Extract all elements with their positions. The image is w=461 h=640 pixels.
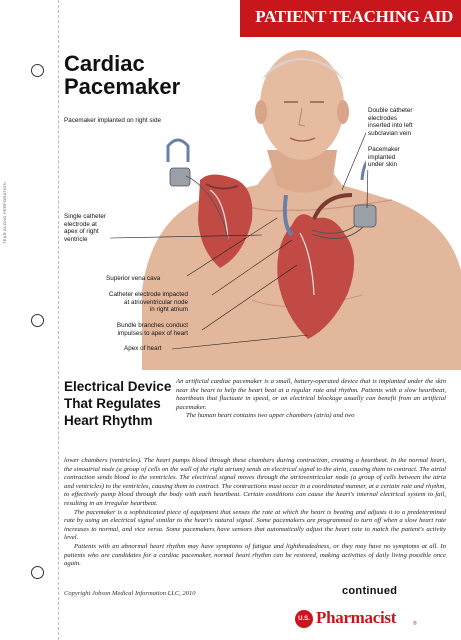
trademark: ® (413, 621, 417, 627)
label-line: Pacemaker (368, 146, 400, 153)
heading-line-1: Electrical Device (64, 379, 172, 394)
label-line: inserted into left (368, 122, 413, 129)
paragraph: lower chambers (ventricles). The heart pumps blood through these chambers during contraction, creating a heartbeat. In the normal heart, the sinoatrial node (a group of cells on the wall of the right atrium) sends an electrical signal to the atria, causing them to contract. The atrial contraction sends blood to the ventricles. The electrical signal moves through the atrioventricular node (a group of cells between the atria and ventricles) to the ventricles, causing them to contract. The contractions must occur in a coordinated manner, at a certain rate and rhythm, to effectively pump blood through the body with each heartbeat. Certain conditions can cause the heart's internal electrical system to fail, resulting in an irregular heartbeat. (64, 457, 446, 507)
label-line: electrodes (368, 114, 398, 122)
label-line: impulses to apex of heart (117, 329, 188, 337)
continued-label: continued (342, 585, 398, 597)
tear-instruction: TEAR ALONG PERFORATION (2, 182, 7, 244)
perforation-line (58, 0, 59, 640)
title-line-1: Cardiac (64, 51, 145, 76)
pacemaker-device (354, 205, 376, 227)
copyright: Copyright Jobson Medical Information LLC, 2010 (64, 590, 196, 597)
label-line: subclavian vein (368, 129, 412, 137)
label-double-catheter (366, 106, 414, 138)
label-line: Single catheter (64, 213, 107, 220)
page-title (64, 52, 180, 98)
body-text (64, 457, 446, 569)
label-line: under skin (368, 161, 398, 168)
label-apex: Apex of heart (124, 345, 162, 352)
heading-line-3: Heart Rhythm (64, 413, 153, 428)
label-line: electrode at (64, 220, 97, 228)
label-implant-right: Pacemaker implanted on right side (64, 117, 161, 124)
label-bundle-branches (82, 322, 188, 337)
label-line: implanted (368, 153, 396, 161)
section-heading (64, 378, 174, 429)
paragraph: The pacemaker is a sophisticated piece of equipment that senses the rate at which the heart is beating and adjusts it to a predetermined rate by using an electrical signal similar to the heart's natural signal. Some pacemakers are programmed to turn off when a slow heart rate increases to normal, and vice versa. Some pacemakers have sensors that automatically adjust the heart rate to match the patient's activity level. (64, 508, 446, 542)
intro-continuation: The human heart contains two upper chambers (atria) and two (186, 412, 355, 420)
label-line: at atrioventricular node (123, 298, 188, 306)
banner-title: PATIENT TEACHING AID (255, 7, 453, 26)
label-line: apex of right (64, 228, 99, 235)
label-line: ventricle (64, 235, 88, 243)
binder-hole-top (31, 64, 44, 77)
intro-paragraph: An artificial cardiac pacemaker is a small, battery-operated device that is implanted under the skin near the heart to help the heart beat at a regular rate and rhythm. Patients with a slow heartbeat, heartbeats that fluctuate in speed, or an electrical blockage usually can benefit from an artificial pacemaker. (176, 378, 446, 411)
label-av-node (68, 291, 188, 314)
head (260, 50, 344, 160)
label-pacemaker-under-skin (366, 145, 402, 170)
binder-hole-middle (31, 314, 44, 327)
paragraph: Patients with an abnormal heart rhythm may have symptoms of fatigue and lightheadedness, or they may have no symptoms at all. In patients who are candidates for a cardiac pacemaker, normal heart rhythm can be restored, making activities of daily living possible once again. (64, 542, 446, 568)
title-line-2: Pacemaker (64, 74, 181, 99)
label-line: Catheter electrode impacted (108, 291, 188, 298)
banner (240, 0, 461, 37)
label-superior-vena-cava: Superior vena cava (106, 275, 161, 282)
intro-text (176, 378, 446, 421)
label-line: Bundle branches conduct (116, 322, 188, 329)
label-line: Double catheter (368, 107, 413, 114)
label-line: in right atrium (149, 306, 188, 313)
label-single-catheter (62, 212, 108, 244)
brand-name: Pharmacist (316, 608, 397, 627)
brand-badge: U.S. (295, 610, 313, 628)
binder-hole-bottom (31, 566, 44, 579)
heading-line-2: That Regulates (64, 396, 161, 411)
us-pharmacist-logo (295, 608, 443, 630)
